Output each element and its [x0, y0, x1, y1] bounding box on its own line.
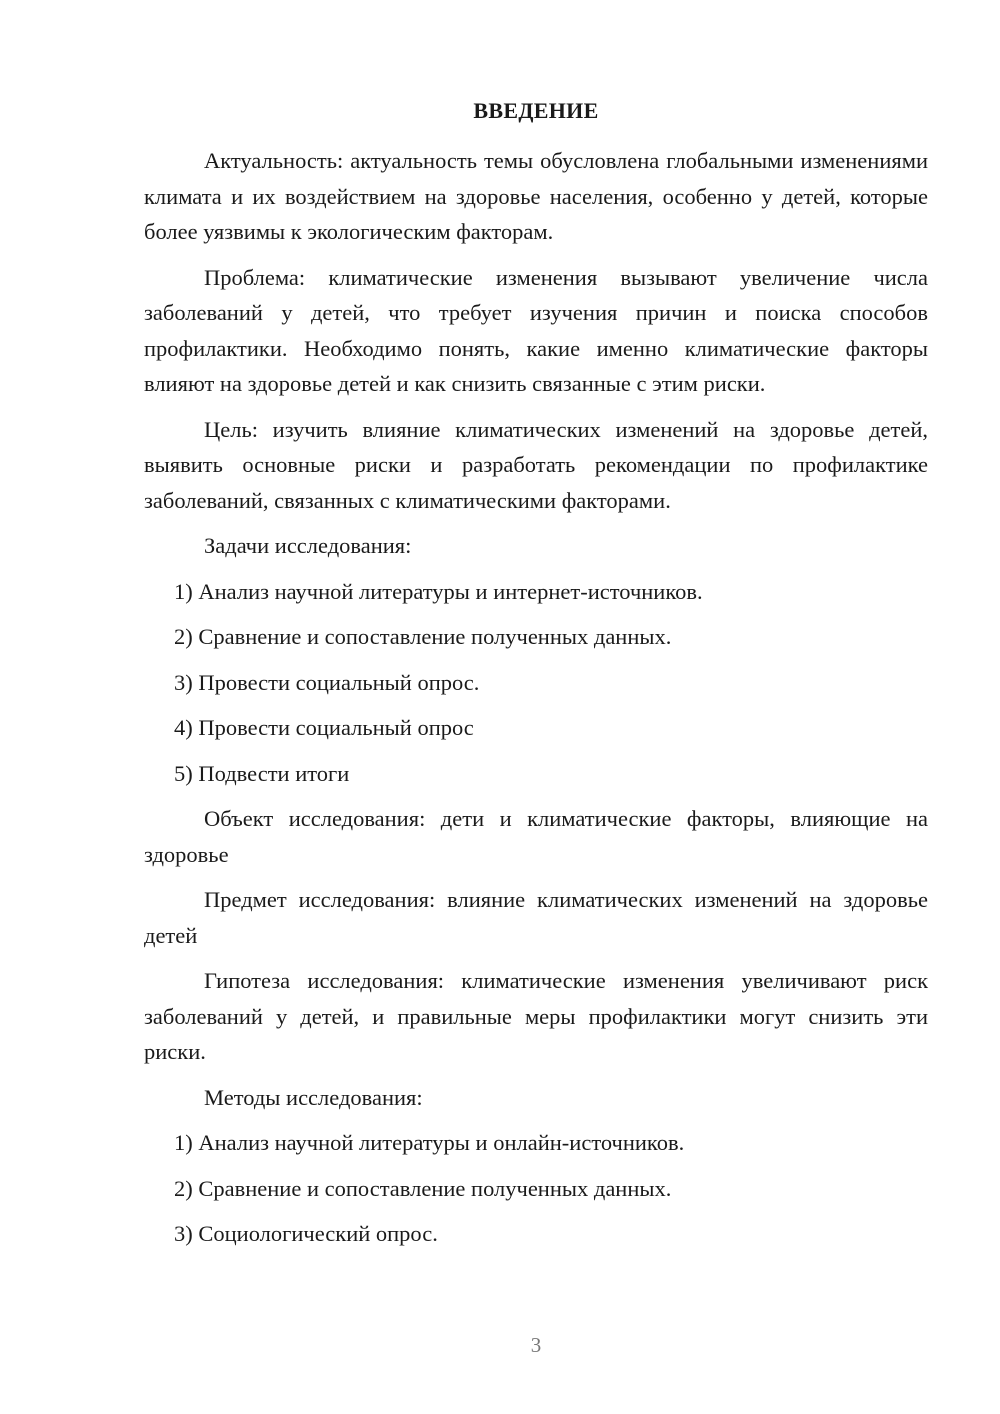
method-item: 1) Анализ научной литературы и онлайн-источников. — [174, 1130, 685, 1155]
goal-paragraph: Цель: изучить влияние климатических изменений на здоровье детей, выявить основные риски и разработать рекомендации по профилактике заболеваний, связанных с климатическими факторами. — [144, 416, 928, 513]
methods-heading: Методы исследования: — [204, 1084, 423, 1110]
relevance-paragraph: Актуальность: актуальность темы обусловлена глобальными изменениями климата и их воздействием на здоровье населения, особенно у детей, которые более уязвимы к экологическим факторам. — [144, 148, 928, 244]
task-item: 4) Провести социальный опрос — [174, 715, 474, 740]
object-paragraph: Объект исследования: дети и климатические факторы, влияющие на здоровье — [144, 806, 928, 867]
task-item: 1) Анализ научной литературы и интернет-источников. — [174, 578, 703, 604]
method-item: 3) Социологический опрос. — [174, 1221, 438, 1246]
page-content — [144, 143, 928, 1262]
problem-paragraph: Проблема: климатические изменения вызывают увеличение числа заболеваний у детей, что требует изучения причин и поиска способов профилактики. Необходимо понять, какие именно климатические факторы влияют на здоровье детей и как снизить связанные с этим риски. — [144, 264, 928, 396]
task-item: 3) Провести социальный опрос. — [174, 669, 480, 695]
page-number: 3 — [530, 1333, 542, 1357]
method-item: 2) Сравнение и сопоставление полученных данных. — [174, 1175, 672, 1201]
task-item: 5) Подвести итоги — [174, 760, 350, 786]
tasks-heading: Задачи исследования: — [204, 533, 412, 558]
task-item: 2) Сравнение и сопоставление полученных данных. — [174, 624, 672, 649]
page-title: ВВЕДЕНИЕ — [473, 98, 599, 123]
subject-paragraph: Предмет исследования: влияние климатических изменений на здоровье детей — [144, 887, 928, 948]
methods-list — [144, 1125, 928, 1252]
tasks-list — [144, 574, 928, 792]
hypothesis-paragraph: Гипотеза исследования: климатические изменения увеличивают риск заболеваний у детей, и правильные меры профилактики могут снизить эти риски. — [144, 968, 928, 1064]
